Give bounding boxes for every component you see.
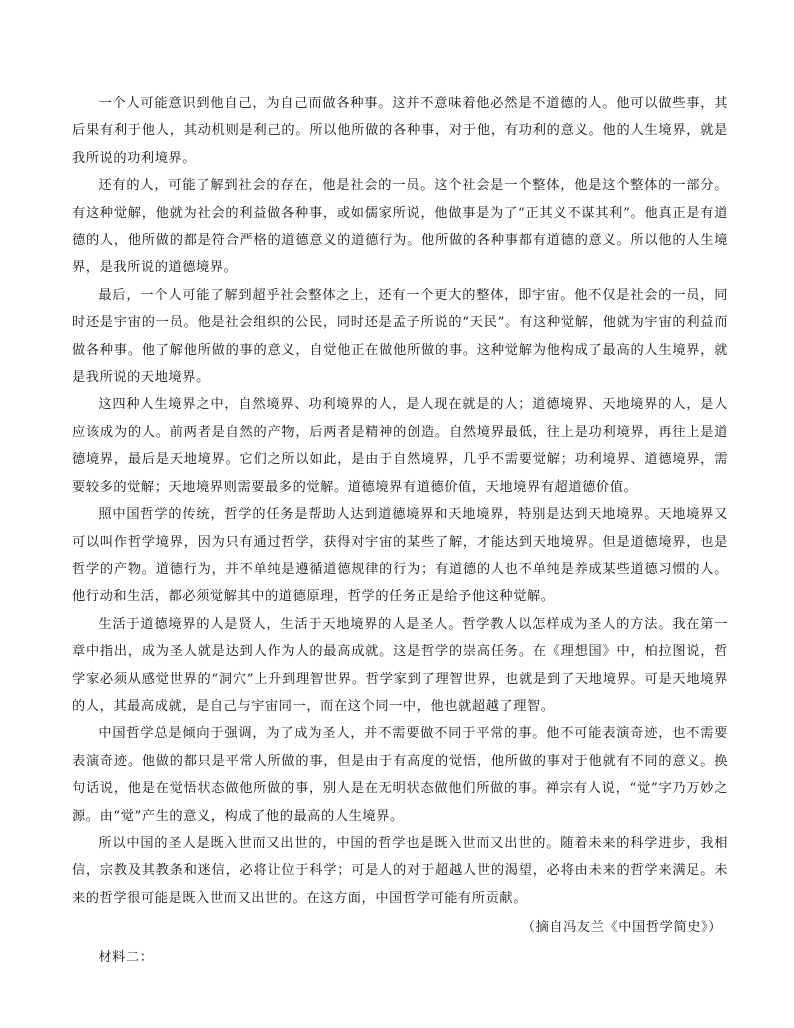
paragraph-transcendent-realm: 最后，一个人可能了解到超乎社会整体之上，还有一个更大的整体，即宇宙。他不仅是社会的一员，同时还是宇宙的一员。他是社会组织的公民，同时还是孟子所说的“天民”。有这种觉解，他就为宇宙的利益而做各种事。他了解他所做的事的意义，自觉他正在做他所做的事。这种觉解为他构成了最高的人生境界，就是我所说的天地境界。 — [72, 287, 728, 386]
section-label-material-two: 材料二： — [98, 949, 154, 965]
paragraph-enlightenment: 中国哲学总是倾向于强调，为了成为圣人，并不需要做不同于平常的事。他不可能表演奇迹，也不需要表演奇迹。他做的都只是平常人所做的事，但是由于有高度的觉悟，他所做的事对于他就有不同的意义。换句话说，他是在觉悟状态做他所做的事，别人是在无明状态做他们所做的事。禅宗有人说，“觉”字乃万妙之源。由“觉”产生的意义，构成了他的最高的人生境界。 — [72, 726, 728, 824]
document-page — [72, 90, 728, 971]
paragraph-moral-realm: 还有的人，可能了解到社会的存在，他是社会的一员。这个社会是一个整体，他是这个整体的一部分。有这种觉解，他就为社会的利益做各种事，或如儒家所说，他做事是为了“正其义不谋其利”。他真正是有道德的人，他所做的都是符合严格的道德意义的道德行为。他所做的各种事都有道德的意义。所以他的人生境界，是我所说的道德境界。 — [72, 178, 728, 276]
source-citation: （摘自冯友兰《中国哲学简史》） — [521, 920, 722, 936]
paragraph-conclusion: 所以中国的圣人是既入世而又出世的，中国的哲学也是既入世而又出世的。随着未来的科学进步，我相信，宗教及其教条和迷信，必将让位于科学；可是人的对于超越人世的渴望，必将由未来的哲学来满足。未来的哲学很可能是既入世而又出世的。在这方面，中国哲学可能有所贡献。 — [72, 835, 728, 906]
paragraph-philosophy-task: 照中国哲学的传统，哲学的任务是帮助人达到道德境界和天地境界，特别是达到天地境界。天地境界又可以叫作哲学境界，因为只有通过哲学，获得对宇宙的某些了解，才能达到天地境界。但是道德境界，也是哲学的产物。道德行为，并不单纯是遵循道德规律的行为；有道德的人也不单纯是养成某些道德习惯的人。他行动和生活，都必须觉解其中的道德原理，哲学的任务正是给予他这种觉解。 — [72, 507, 728, 605]
paragraph-four-realms: 这四种人生境界之中，自然境界、功利境界的人，是人现在就是的人；道德境界、天地境界的人，是人应该成为的人。前两者是自然的产物，后两者是精神的创造。自然境界最低，往上是功利境界，再往上是道德境界，最后是天地境界。它们之所以如此，是由于自然境界，几乎不需要觉解；功利境界、道德境界，需要较多的觉解；天地境界则需要最多的觉解。道德境界有道德价值，天地境界有超道德价值。 — [72, 397, 728, 495]
paragraph-utilitarian-realm: 一个人可能意识到他自己，为自己而做各种事。这并不意味着他必然是不道德的人。他可以做些事，其后果有利于他人，其动机则是利己的。所以他所做的各种事，对于他，有功利的意义。他的人生境界，就是我所说的功利境界。 — [72, 96, 728, 166]
paragraph-sage: 生活于道德境界的人是贤人，生活于天地境界的人是圣人。哲学教人以怎样成为圣人的方法。我在第一章中指出，成为圣人就是达到人作为人的最高成就。这是哲学的崇高任务。在《理想国》中，柏拉图说，哲学家必须从感觉世界的“洞穴”上升到理智世界。哲学家到了理智世界，也就是到了天地境界。可是天地境界的人，其最高成就，是自己与宇宙同一，而在这个同一中，他也就超越了理智。 — [72, 616, 728, 714]
